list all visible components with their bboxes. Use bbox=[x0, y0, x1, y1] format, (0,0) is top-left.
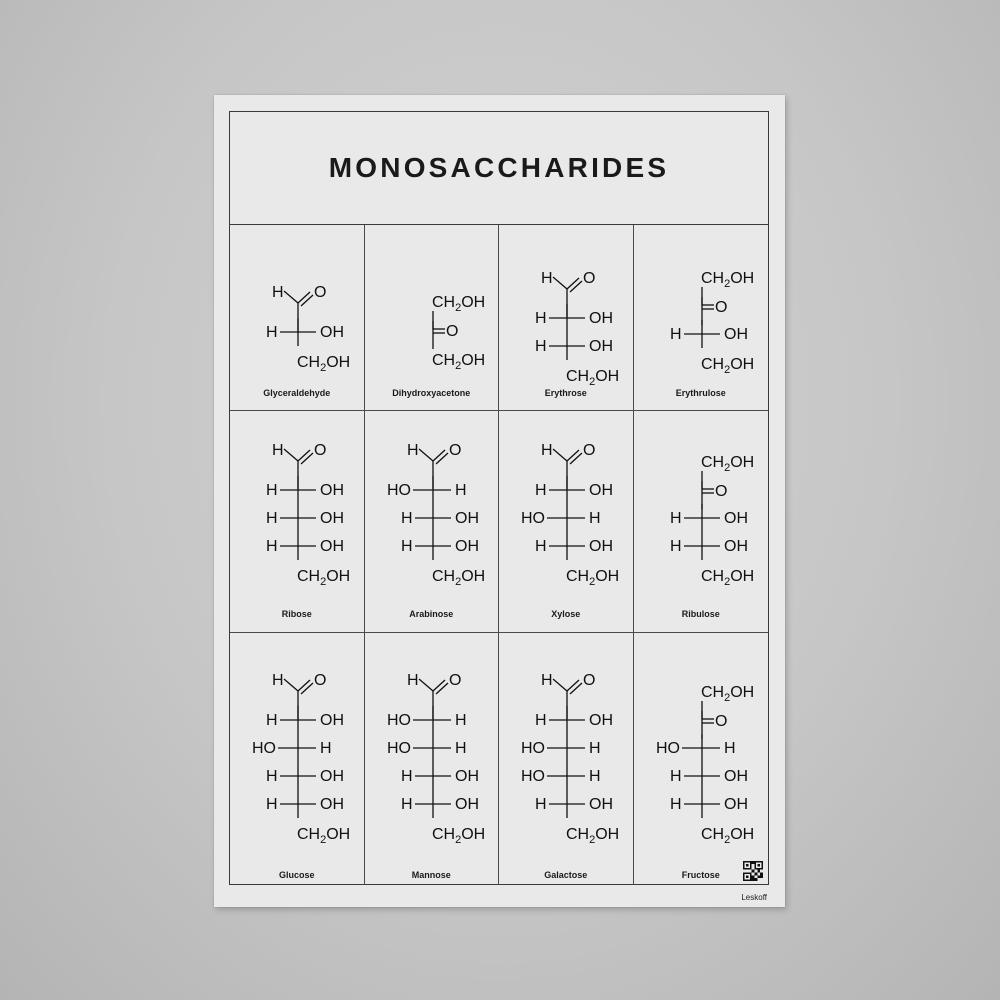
substituent-right: OH bbox=[320, 324, 344, 341]
ch2oh-group: $CH_2OH$ bbox=[431, 352, 485, 372]
ch2oh-group: $CH_2OH$ bbox=[297, 568, 351, 588]
carbonyl-o: O bbox=[714, 483, 727, 500]
sugar-name: Mannose bbox=[411, 870, 451, 880]
structure-card bbox=[634, 633, 769, 885]
substituent-right: H bbox=[320, 740, 332, 757]
substituent-right: OH bbox=[589, 796, 613, 813]
substituent-right: OH bbox=[589, 338, 613, 355]
fischer-projection bbox=[230, 225, 364, 410]
bond bbox=[433, 680, 445, 691]
sugar-name: Ribose bbox=[281, 609, 312, 619]
substituent-right: OH bbox=[320, 482, 344, 499]
ch2oh-group: $CH_2OH$ bbox=[566, 368, 620, 388]
bond bbox=[301, 453, 313, 464]
carbonyl-o: O bbox=[714, 713, 727, 730]
substituent-left: H bbox=[266, 510, 278, 527]
structure-card bbox=[365, 225, 500, 411]
substituent-left: H bbox=[400, 510, 413, 527]
substituent-right: H bbox=[454, 740, 467, 757]
carbonyl-o: O bbox=[583, 672, 596, 689]
bond bbox=[433, 450, 445, 461]
substituent-left: H bbox=[266, 482, 278, 499]
fischer-projection bbox=[634, 411, 769, 632]
aldehyde-h: H bbox=[272, 672, 284, 689]
ch2oh-group: $CH_2OH$ bbox=[431, 826, 485, 846]
substituent-right: OH bbox=[320, 538, 344, 555]
structure-card bbox=[499, 225, 634, 411]
ch2oh-group: $CH_2OH$ bbox=[700, 826, 754, 846]
sugar-name: Erythrulose bbox=[675, 388, 726, 398]
bond bbox=[298, 292, 310, 303]
poster bbox=[214, 95, 785, 907]
structure-card bbox=[230, 411, 365, 633]
substituent-left: H bbox=[535, 796, 547, 813]
fischer-projection bbox=[365, 225, 499, 410]
structure-card bbox=[634, 411, 769, 633]
substituent-right: OH bbox=[589, 712, 613, 729]
substituent-right: H bbox=[454, 482, 467, 499]
ch2oh-group: $CH_2OH$ bbox=[566, 568, 620, 588]
carbonyl-o: O bbox=[445, 323, 458, 340]
bond bbox=[298, 450, 310, 461]
ch2oh-group: $CH_2OH$ bbox=[431, 568, 485, 588]
structure-card bbox=[499, 633, 634, 885]
sugar-name: Fructose bbox=[681, 870, 720, 880]
bond bbox=[567, 680, 579, 691]
substituent-left: HO bbox=[252, 740, 276, 757]
sugar-name: Ribulose bbox=[681, 609, 720, 619]
sugar-name: Arabinose bbox=[409, 609, 454, 619]
aldehyde-h: H bbox=[272, 284, 284, 301]
substituent-right: OH bbox=[320, 796, 344, 813]
substituent-right: OH bbox=[723, 768, 748, 785]
substituent-right: OH bbox=[454, 510, 479, 527]
fischer-projection bbox=[499, 225, 633, 410]
carbonyl-o: O bbox=[314, 284, 327, 301]
substituent-left: HO bbox=[521, 510, 545, 527]
substituent-left: HO bbox=[386, 740, 411, 757]
sugar-name: Glyceraldehyde bbox=[263, 388, 331, 398]
ch2oh-group: $CH_2OH$ bbox=[700, 454, 754, 474]
carbonyl-o: O bbox=[448, 672, 461, 689]
substituent-right: OH bbox=[723, 326, 748, 343]
carbonyl-o: O bbox=[583, 442, 596, 459]
fischer-projection bbox=[230, 411, 364, 632]
ch2oh-group: $CH_2OH$ bbox=[297, 826, 351, 846]
ch2oh-group: $CH_2OH$ bbox=[431, 294, 485, 314]
bond bbox=[553, 449, 567, 461]
sugar-name: Erythrose bbox=[544, 388, 587, 398]
structure-card bbox=[634, 225, 769, 411]
sugar-name: Dihydroxyacetone bbox=[392, 388, 471, 398]
fischer-projection bbox=[499, 633, 633, 885]
substituent-left: HO bbox=[386, 712, 411, 729]
aldehyde-h: H bbox=[406, 442, 419, 459]
substituent-left: H bbox=[400, 538, 413, 555]
structure-card bbox=[499, 411, 634, 633]
substituent-left: HO bbox=[521, 768, 545, 785]
aldehyde-h: H bbox=[406, 672, 419, 689]
substituent-right: H bbox=[589, 768, 601, 785]
bond bbox=[570, 281, 582, 292]
bond bbox=[570, 453, 582, 464]
substituent-left: H bbox=[535, 482, 547, 499]
qr-code-icon bbox=[743, 861, 763, 881]
fischer-projection bbox=[499, 411, 633, 632]
bond bbox=[298, 680, 310, 691]
bond bbox=[553, 679, 567, 691]
substituent-right: H bbox=[589, 510, 601, 527]
substituent-right: OH bbox=[454, 768, 479, 785]
sugar-name: Xylose bbox=[551, 609, 581, 619]
structure-grid bbox=[230, 225, 768, 885]
bond bbox=[570, 683, 582, 694]
substituent-right: OH bbox=[454, 796, 479, 813]
ch2oh-group: $CH_2OH$ bbox=[566, 826, 620, 846]
carbonyl-o: O bbox=[714, 299, 727, 316]
carbonyl-o: O bbox=[448, 442, 461, 459]
bond bbox=[567, 278, 579, 289]
sugar-name: Glucose bbox=[278, 870, 315, 880]
substituent-right: OH bbox=[589, 538, 613, 555]
bond bbox=[419, 679, 433, 691]
bond bbox=[284, 449, 298, 461]
substituent-right: H bbox=[589, 740, 601, 757]
page-title: MONOSACCHARIDES bbox=[230, 112, 768, 225]
substituent-left: H bbox=[266, 538, 278, 555]
substituent-left: H bbox=[266, 324, 278, 341]
fischer-projection bbox=[365, 411, 499, 632]
substituent-left: H bbox=[669, 538, 682, 555]
substituent-left: H bbox=[266, 796, 278, 813]
substituent-left: H bbox=[669, 510, 682, 527]
bond bbox=[567, 450, 579, 461]
poster-frame bbox=[229, 111, 769, 885]
fischer-projection bbox=[230, 633, 364, 885]
substituent-right: H bbox=[723, 740, 736, 757]
structure-card bbox=[230, 633, 365, 885]
aldehyde-h: H bbox=[541, 442, 553, 459]
substituent-left: H bbox=[669, 326, 682, 343]
bond bbox=[284, 291, 298, 303]
fischer-projection bbox=[634, 225, 769, 410]
substituent-left: HO bbox=[655, 740, 680, 757]
substituent-left: H bbox=[535, 712, 547, 729]
sugar-name: Galactose bbox=[544, 870, 588, 880]
substituent-right: OH bbox=[589, 310, 613, 327]
bond bbox=[301, 683, 313, 694]
substituent-right: OH bbox=[320, 712, 344, 729]
substituent-right: OH bbox=[454, 538, 479, 555]
substituent-left: H bbox=[669, 768, 682, 785]
substituent-left: H bbox=[400, 796, 413, 813]
fischer-projection bbox=[365, 633, 499, 885]
substituent-left: H bbox=[669, 796, 682, 813]
substituent-left: H bbox=[535, 538, 547, 555]
ch2oh-group: $CH_2OH$ bbox=[700, 568, 754, 588]
ch2oh-group: $CH_2OH$ bbox=[700, 684, 754, 704]
substituent-right: OH bbox=[589, 482, 613, 499]
substituent-right: OH bbox=[320, 510, 344, 527]
ch2oh-group: $CH_2OH$ bbox=[700, 356, 754, 376]
substituent-left: H bbox=[400, 768, 413, 785]
carbonyl-o: O bbox=[314, 442, 327, 459]
aldehyde-h: H bbox=[272, 442, 284, 459]
bond bbox=[419, 449, 433, 461]
aldehyde-h: H bbox=[541, 672, 553, 689]
substituent-right: OH bbox=[320, 768, 344, 785]
bond bbox=[553, 277, 567, 289]
substituent-right: OH bbox=[723, 796, 748, 813]
structure-card bbox=[365, 411, 500, 633]
structure-card bbox=[365, 633, 500, 885]
brand-label: Leskoff bbox=[741, 893, 767, 902]
substituent-left: H bbox=[535, 338, 547, 355]
ch2oh-group: $CH_2OH$ bbox=[700, 270, 754, 290]
bond bbox=[436, 453, 448, 464]
substituent-left: H bbox=[266, 712, 278, 729]
structure-card bbox=[230, 225, 365, 411]
substituent-right: H bbox=[454, 712, 467, 729]
carbonyl-o: O bbox=[314, 672, 327, 689]
substituent-left: H bbox=[535, 310, 547, 327]
bond bbox=[301, 295, 313, 306]
substituent-left: HO bbox=[521, 740, 545, 757]
carbonyl-o: O bbox=[583, 270, 596, 287]
substituent-left: H bbox=[266, 768, 278, 785]
substituent-right: OH bbox=[723, 510, 748, 527]
ch2oh-group: $CH_2OH$ bbox=[297, 354, 351, 374]
aldehyde-h: H bbox=[541, 270, 553, 287]
substituent-left: HO bbox=[386, 482, 411, 499]
substituent-right: OH bbox=[723, 538, 748, 555]
fischer-projection bbox=[634, 633, 769, 885]
bond bbox=[284, 679, 298, 691]
bond bbox=[436, 683, 448, 694]
